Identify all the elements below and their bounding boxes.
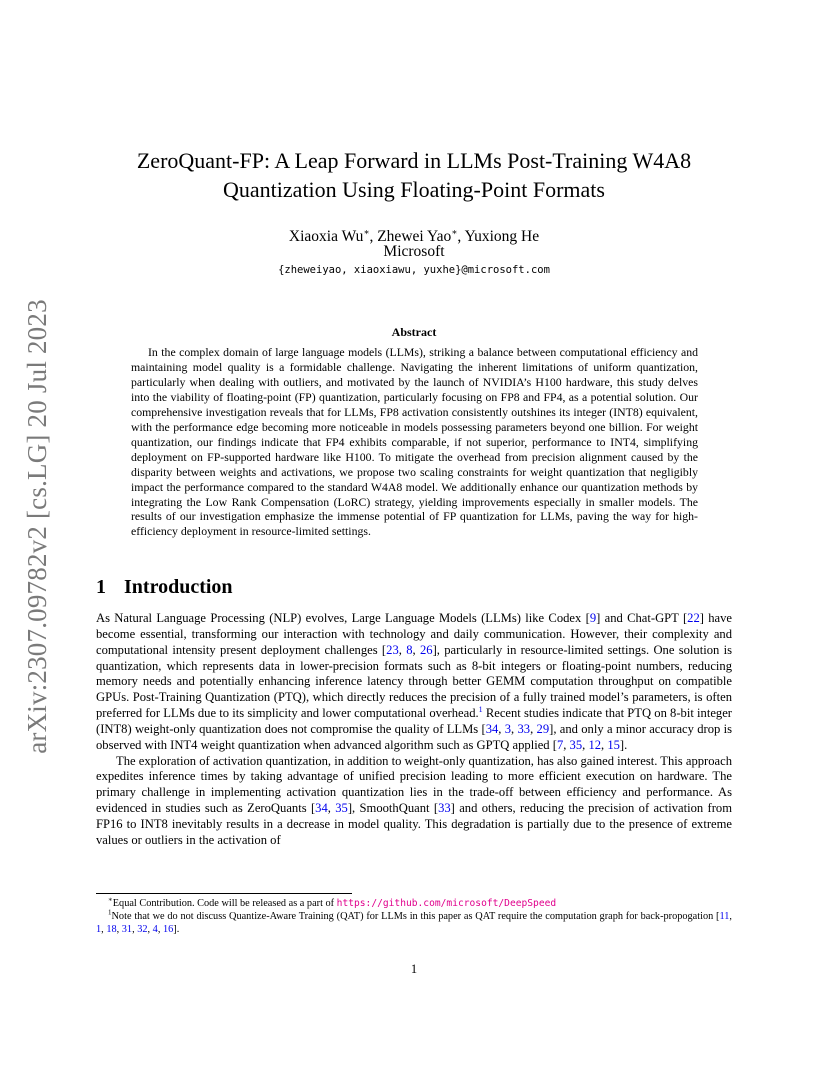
citation-link[interactable]: 12 bbox=[588, 737, 602, 752]
text-run: , bbox=[498, 721, 505, 736]
citation-link[interactable]: 22 bbox=[687, 611, 700, 625]
author-name: Xiaoxia Wu bbox=[288, 228, 364, 246]
citation-link[interactable]: 11 bbox=[719, 911, 730, 923]
abstract-heading: Abstract bbox=[391, 325, 437, 339]
text-run: , bbox=[511, 721, 518, 736]
citation-link[interactable]: 15 bbox=[607, 737, 620, 752]
author-name: Yuxiong He bbox=[464, 228, 540, 246]
citation-link[interactable]: 34 bbox=[315, 801, 328, 816]
text-run: , bbox=[132, 924, 138, 936]
text-run: ]. bbox=[619, 737, 628, 752]
footnote-text: Equal Contribution. Code will be released as a part of bbox=[112, 898, 337, 909]
citation-link[interactable]: 16 bbox=[162, 924, 174, 936]
text-run: , bbox=[729, 911, 732, 923]
arxiv-identifier-text: arXiv:2307.09782v2 [cs.LG] 20 Jul 2023 bbox=[21, 298, 52, 754]
section-heading bbox=[96, 576, 233, 599]
text-run: ] and Chat-GPT [ bbox=[596, 611, 688, 625]
author-separator: , bbox=[369, 228, 378, 246]
code-repository-link[interactable]: https://github.com/microsoft/DeepSpeed bbox=[336, 898, 557, 909]
text-run: ] have become essential, transforming our interaction with technology and daily communication. However, their complexity and computational intensity present deployment challenges [ bbox=[96, 611, 733, 657]
title-line-2: Quantization Using Floating-Point Formats bbox=[223, 177, 605, 202]
text-run: ]. bbox=[173, 924, 180, 936]
citation-link[interactable]: 23 bbox=[386, 642, 399, 657]
page-number: 1 bbox=[410, 962, 418, 976]
citation-link[interactable]: 29 bbox=[536, 721, 550, 736]
citation-link[interactable]: 4 bbox=[152, 924, 158, 936]
citation-link[interactable]: 34 bbox=[485, 721, 499, 736]
text-run: , bbox=[116, 924, 122, 936]
text-run: ], particularly in resource-limited settings. One solution is quantization, which represents data in lower-precision formats such as 8-bit integers or floating-point numbers, reducing memory needs and potentially enhancing inference latency through better GEMM computation throughput on compatible GPUs. Post-Training Quantization (PTQ), which directly reduces the precision of a fully trained model’s parameters, is often preferred for LLMs due to its simplicity and lower computational overhead. bbox=[96, 642, 733, 721]
citation-link[interactable]: 18 bbox=[106, 924, 117, 936]
intro-paragraph-1 bbox=[96, 611, 732, 754]
equal-contribution-mark: ∗ bbox=[363, 227, 370, 237]
citation-link[interactable]: 8 bbox=[406, 642, 413, 657]
citation-link[interactable]: 33 bbox=[517, 721, 531, 736]
author-emails: {zheweiyao, xiaoxiawu, yuxhe}@microsoft.com bbox=[278, 264, 550, 276]
section-title: Introduction bbox=[124, 576, 233, 598]
text-run: , bbox=[157, 924, 163, 936]
text-run: , bbox=[398, 642, 407, 657]
arxiv-identifier bbox=[19, 296, 55, 756]
citation-link[interactable]: 32 bbox=[137, 924, 148, 936]
text-run: As Natural Language Processing (NLP) evolves, Large Language Models (LLMs) like Codex [ bbox=[96, 611, 590, 625]
text-run: The exploration of activation quantization, in addition to weight-only quantization, has also gained interest. This approach expedites inference times by taking advantage of unified precision leading to more efficient execution on hardware. The primary challenge in implementing activation quantization lies in the trade-off between efficiency and performance. As evidenced in studies such as ZeroQuants [ bbox=[96, 753, 732, 816]
citation-link[interactable]: 35 bbox=[335, 801, 348, 816]
footnote-equal-contribution bbox=[96, 897, 732, 910]
citation-link[interactable]: 7 bbox=[556, 737, 564, 752]
abstract-text: In the complex domain of large language models (LLMs), striking a balance between computational efficiency and maintaining model quality is a formidable challenge. Navigating the inherent limitations of uniform quantization, particularly when dealing with outliers, and motivated by the launch of NVIDIA’s H100 hardware, this study delves into the viability of floating-point (FP) quantization, particularly focusing on FP8 and FP4, as a potential solution. Our comprehensive investigation reveals that for LLMs, FP8 activation consistently outshines its integer (INT8) equivalent, with the performance edge becoming more noticeable in models possessing parameters beyond one billion. For weight quantization, our findings indicate that FP4 exhibits comparable, if not superior, performance to INT4, simplifying deployment on FP-supported hardware like H100. To mitigate the overhead from precision alignment caused by the disparity between weights and activations, we propose two scaling constraints for weight quantization that negligibly impact the performance compared to the standard W4A8 model. We additionally enhance our quantization methods by integrating the Low Rank Compensation (LoRC) strategy, yielding improvements especially in smaller models. The results of our investigation emphasize the immense potential of FP quantization for LLMs, paving the way for high-efficiency deployment in resource-limited settings. bbox=[131, 345, 698, 539]
equal-contribution-mark: ∗ bbox=[451, 227, 458, 237]
footnote-divider bbox=[96, 893, 352, 894]
citation-link[interactable]: 26 bbox=[419, 642, 433, 657]
footnote-qat bbox=[96, 910, 732, 936]
citation-link[interactable]: 9 bbox=[589, 611, 597, 625]
footnote-marker[interactable]: 1 bbox=[478, 704, 483, 714]
text-run: Note that we do not discuss Quantize-Aware Training (QAT) for LLMs in this paper as QAT require the computation graph for back-propogation [ bbox=[111, 911, 720, 923]
citation-link[interactable]: 33 bbox=[438, 801, 451, 816]
text-run: , bbox=[327, 801, 336, 816]
text-run: , bbox=[563, 737, 570, 752]
paper-title bbox=[80, 146, 748, 204]
introduction-body bbox=[96, 611, 732, 849]
affiliation: Microsoft bbox=[383, 243, 445, 260]
text-run: , bbox=[147, 924, 153, 936]
citation-link[interactable]: 3 bbox=[504, 721, 512, 736]
citation-link[interactable]: 31 bbox=[121, 924, 133, 936]
citation-link[interactable]: 1 bbox=[96, 924, 102, 936]
title-line-1: ZeroQuant-FP: A Leap Forward in LLMs Post-Training W4A8 bbox=[136, 148, 692, 173]
footnotes bbox=[96, 897, 732, 937]
text-run: ] and others, reducing the precision of activation from FP16 to INT8 inevitably results in a decrease in model quality. This degradation is partially due to the presence of extreme values or outliers in the activation of bbox=[96, 801, 732, 847]
text-run: , bbox=[582, 737, 589, 752]
text-run: , bbox=[412, 642, 420, 657]
text-run: , bbox=[101, 924, 107, 936]
text-run: ], SmoothQuant [ bbox=[347, 801, 439, 816]
text-run: , bbox=[601, 737, 608, 752]
citation-link[interactable]: 35 bbox=[569, 737, 583, 752]
author-name: Zhewei Yao bbox=[377, 228, 452, 246]
intro-paragraph-2 bbox=[96, 754, 732, 849]
section-number: 1 bbox=[96, 576, 106, 598]
author-separator: , bbox=[457, 228, 465, 246]
text-run: , bbox=[530, 721, 537, 736]
text-run: Recent studies indicate that PTQ on 8-bit integer (INT8) weight-only quantization does not compromise the quality of LLMs [ bbox=[96, 706, 732, 736]
text-run: ], and only a minor accuracy drop is observed with INT4 weight quantization when advanced algorithm such as GPTQ applied [ bbox=[96, 721, 733, 752]
footnote-mark: 1 bbox=[108, 908, 112, 917]
footnote-mark: ∗ bbox=[108, 895, 113, 904]
